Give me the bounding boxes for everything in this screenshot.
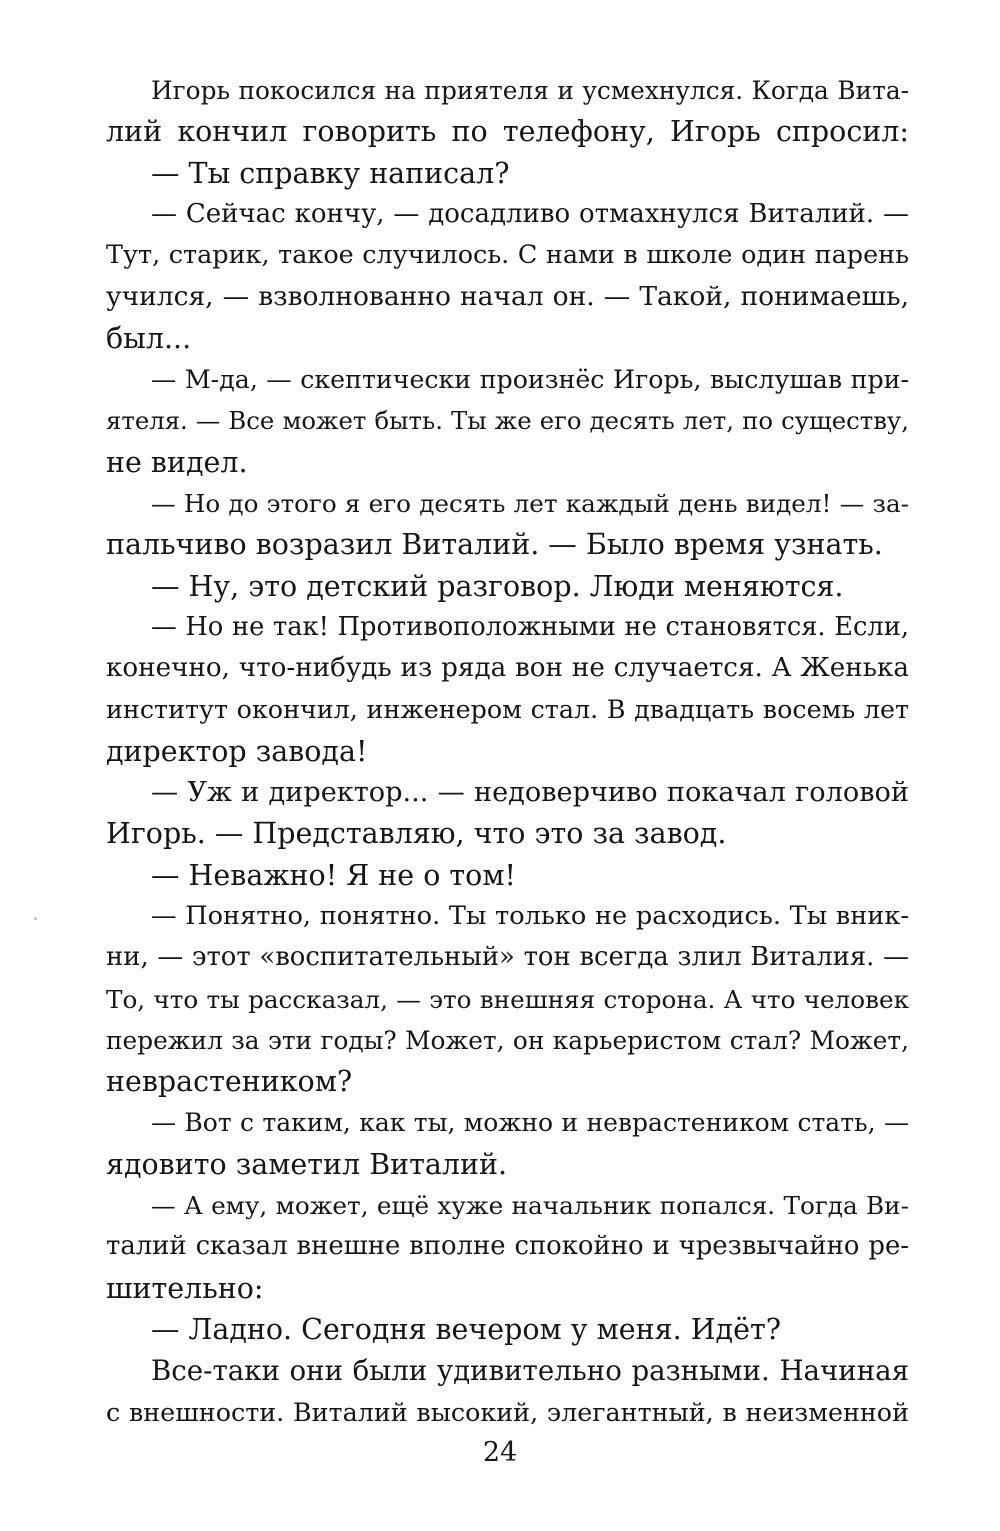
paper-speck bbox=[34, 917, 37, 920]
text-line: пережил за эти годы? Может, он карьеристом стал? Может, bbox=[106, 1025, 909, 1055]
book-page-text bbox=[106, 70, 909, 1433]
text-line: был... bbox=[106, 321, 192, 355]
text-line: талий сказал внешне вполне спокойно и чрезвычайно ре- bbox=[106, 1231, 909, 1262]
text-line: неврастеником? bbox=[106, 1065, 353, 1099]
text-line: Игорь покосился на приятеля и усмехнулся. Когда Вита- bbox=[151, 76, 909, 105]
text-line: — Неважно! Я не о том! bbox=[151, 858, 516, 892]
text-line: директор завода! bbox=[106, 734, 368, 768]
text-line: с внешности. Виталий высокий, элегантный, в неизменной bbox=[106, 1396, 909, 1427]
text-line: институт окончил, инженером стал. В двадцать восемь лет bbox=[106, 694, 909, 725]
text-line: — Сейчас кончу, — досадливо отмахнулся Виталий. — bbox=[151, 198, 909, 229]
text-line: ни, — этот «воспитательный» тон всегда злил Виталия. — bbox=[106, 942, 909, 973]
text-line: учился, — взволнованно начал он. — Такой, понимаешь, bbox=[106, 281, 909, 313]
text-line: не видел. bbox=[106, 445, 248, 479]
text-line: — Уж и директор... — недоверчиво покачал головой bbox=[151, 777, 909, 809]
text-line: — А ему, может, ещё хуже начальник попался. Тогда Ви- bbox=[151, 1191, 909, 1221]
text-line: ядовито заметил Виталий. bbox=[106, 1147, 508, 1181]
text-line: — Вот с таким, как ты, можно и неврастеником стать, — bbox=[151, 1108, 909, 1138]
text-line: конечно, что-нибудь из ряда вон не случается. А Женька bbox=[106, 653, 909, 684]
text-line: То, что ты рассказал, — это внешняя сторона. А что человек bbox=[106, 984, 909, 1014]
text-line: ятеля. — Все может быть. Ты же его десять лет, по существу, bbox=[106, 406, 909, 436]
text-line: — Но не так! Противоположными не становятся. Если, bbox=[151, 611, 909, 642]
text-line: — Ладно. Сегодня вечером у меня. Идёт? bbox=[151, 1312, 782, 1346]
text-line: Игорь. — Представляю, что это за завод. bbox=[106, 817, 727, 851]
page-number: 24 bbox=[482, 1437, 518, 1468]
text-line: пальчиво возразил Виталий. — Было время узнать. bbox=[106, 528, 883, 562]
text-line: — Ты справку написал? bbox=[151, 156, 510, 190]
text-line: Тут, старик, такое случилось. С нами в школе один парень bbox=[106, 240, 909, 271]
text-line: — Понятно, понятно. Ты только не расходись. Ты вник- bbox=[151, 900, 909, 931]
text-line: Все-таки они были удивительно разными. Начиная bbox=[151, 1354, 909, 1388]
text-line: шительно: bbox=[106, 1271, 264, 1305]
text-line: — Ну, это детский разговор. Люди меняются. bbox=[151, 569, 844, 603]
text-line: лий кончил говорить по телефону, Игорь спросил: bbox=[106, 115, 909, 149]
text-line: — Но до этого я его десять лет каждый день видел! — за- bbox=[151, 488, 909, 518]
text-line: — М-да, — скептически произнёс Игорь, выслушав при- bbox=[151, 365, 909, 395]
